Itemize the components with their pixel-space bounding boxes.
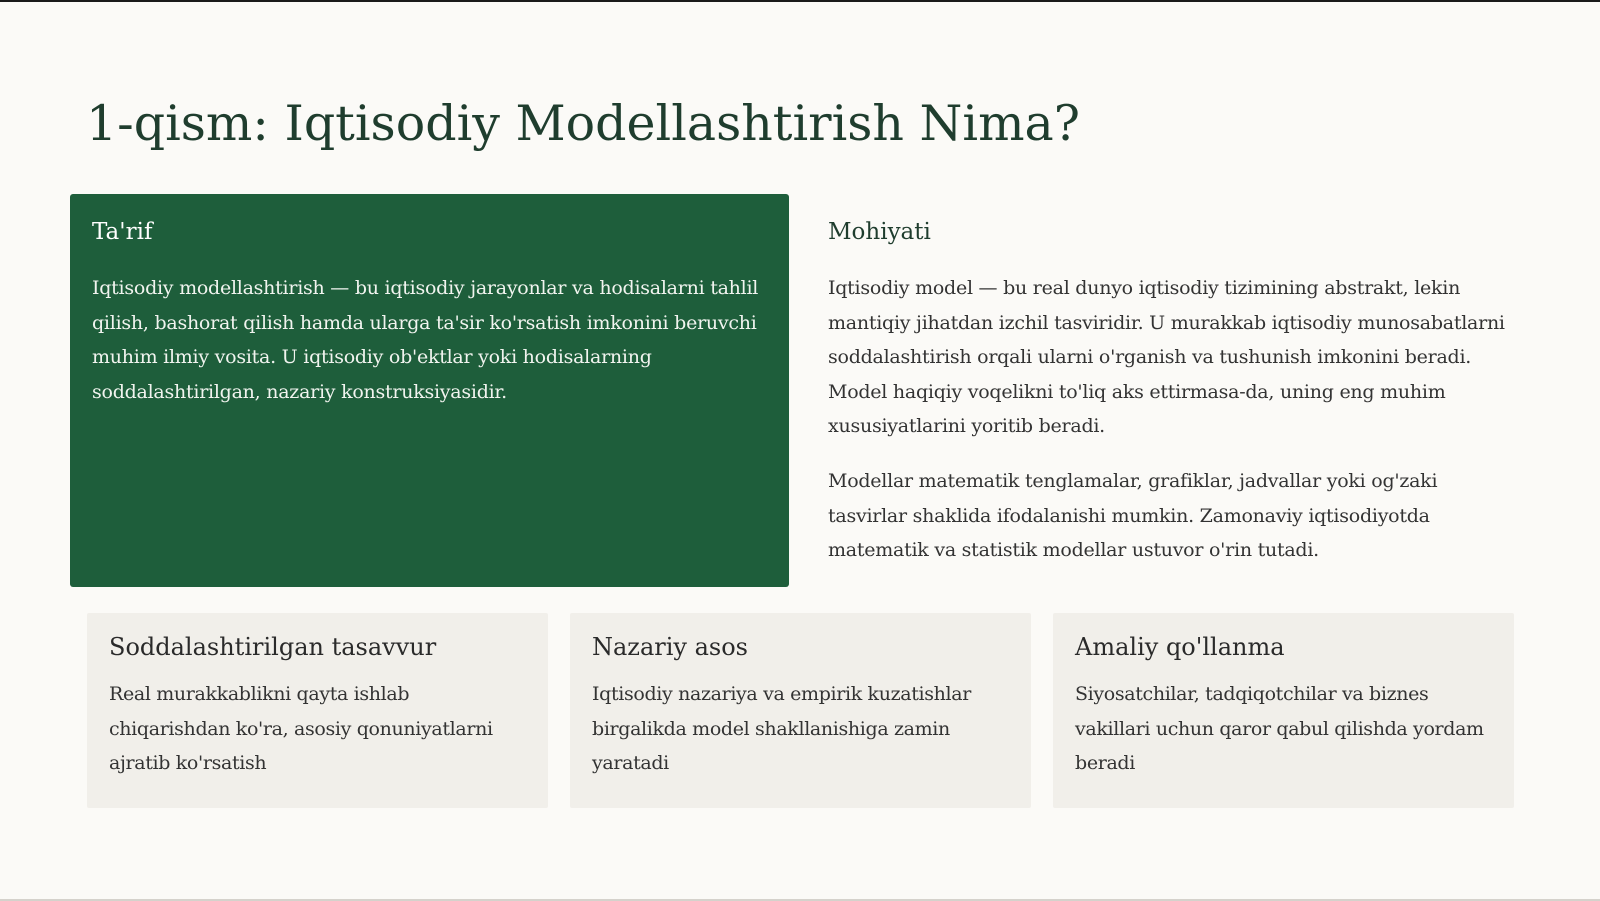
essence-section [828,217,1518,588]
feature-text: Siyosatchilar, tadqiqotchilar va biznes vakillari uchun qaror qabul qilishda yordam beradi [1075,683,1484,775]
feature-title: Nazariy asos [592,633,748,661]
feature-title: Amaliy qo'llanma [1075,633,1285,661]
feature-title: Soddalashtirilgan tasavvur [109,633,437,661]
feature-text: Iqtisodiy nazariya va empirik kuzatishlar birgalikda model shakllanishiga zamin yaratadi [592,683,971,775]
definition-heading: Ta'rif [92,219,153,245]
essence-paragraph: Iqtisodiy model — bu real dunyo iqtisodiy tizimining abstrakt, lekin mantiqiy jihatdan izchil tasviridir. U murakkab iqtisodiy munosabatlarni soddalashtirish orqali ularni o'rganish va tushunish imkonini beradi. Model haqiqiy voqelikni to'liq aks ettirmasa-da, uning eng muhim xususiyatlarini yoritib beradi. [828,277,1505,438]
essence-paragraph: Modellar matematik tenglamalar, grafiklar, jadvallar yoki og'zaki tasvirlar shaklida ifodalanishi mumkin. Zamonaviy iqtisodiyotda matematik va statistik modellar ustuvor o'rin tutadi. [828,469,1438,562]
page-title: 1-qism: Iqtisodiy Modellashtirish Nima? [86,95,1081,152]
essence-heading: Mohiyati [828,219,931,245]
feature-cards [87,613,1514,808]
feature-card-practical-guide [1053,613,1514,808]
definition-card [70,194,789,587]
feature-card-simplified-view [87,613,548,808]
feature-card-theoretical-basis [570,613,1031,808]
top-border [0,0,1600,2]
definition-text: Iqtisodiy modellashtirish — bu iqtisodiy jarayonlar va hodisalarni tahlil qilish, bashorat qilish hamda ularga ta'sir ko'rsatish imkonini beruvchi muhim ilmiy vosita. U iqtisodiy ob'ektlar yoki hodisalarning soddalashtirilgan, nazariy konstruksiyasidir. [92,277,759,403]
feature-text: Real murakkablikni qayta ishlab chiqarishdan ko'ra, asosiy qonuniyatlarni ajratib ko'rsatish [109,683,493,775]
